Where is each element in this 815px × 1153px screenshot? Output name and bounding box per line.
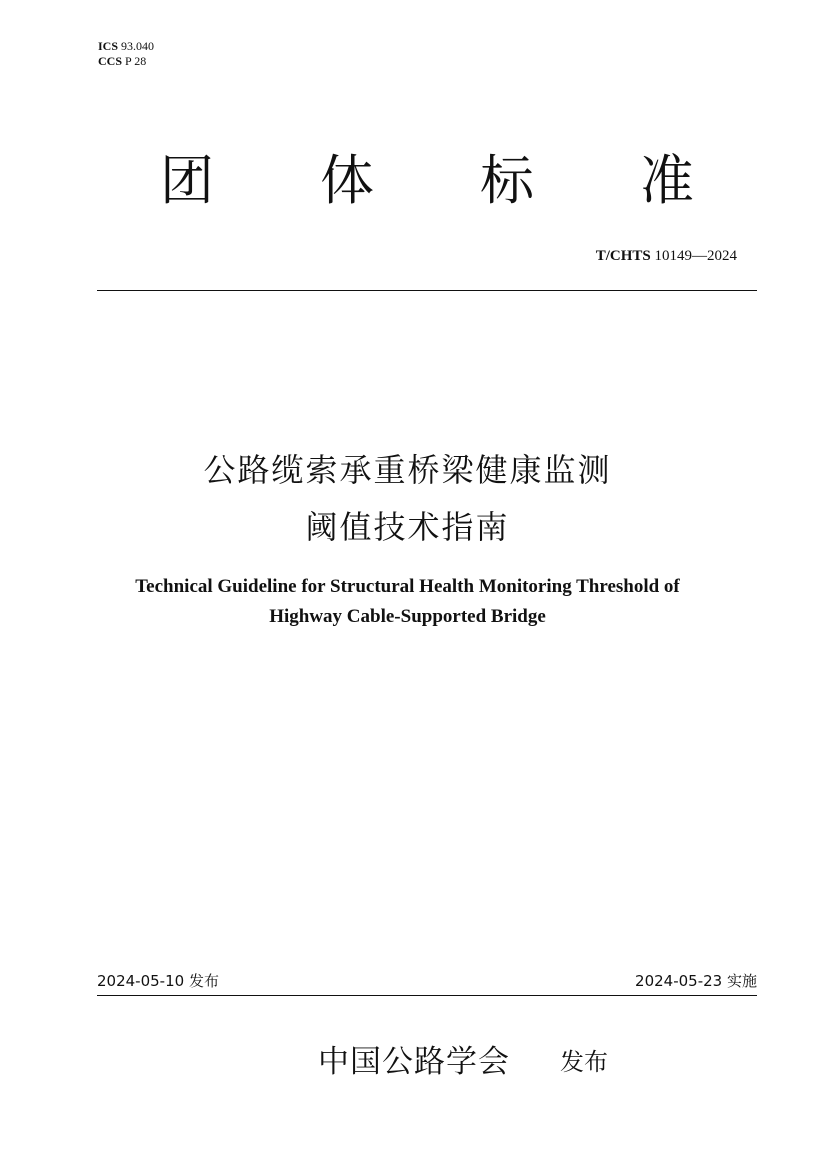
standard-type-banner — [0, 148, 815, 218]
standard-prefix: T/CHTS — [595, 248, 651, 264]
title-en-line1: Technical Guideline for Structural Health Monitoring Threshold of — [135, 576, 680, 597]
banner-char-2: 体 — [320, 149, 374, 212]
title-en-line2: Highway Cable-Supported Bridge — [269, 606, 546, 627]
standard-code: 10149—2024 — [654, 248, 737, 264]
banner-char-3: 标 — [480, 149, 534, 212]
title-cn-line2: 阈值技术指南 — [305, 508, 510, 546]
standard-number — [596, 248, 737, 265]
ics-code: 93.040 — [121, 39, 155, 53]
ccs-code: P 28 — [125, 54, 147, 68]
banner-char-1: 团 — [160, 149, 214, 212]
issue-date: 2024-05-10 发布 — [97, 972, 219, 990]
publisher-suffix: 发布 — [560, 1048, 608, 1076]
implement-date: 2024-05-23 实施 — [635, 972, 757, 990]
classification-codes — [98, 39, 154, 69]
ccs-label: CCS — [98, 54, 123, 68]
ics-line — [98, 39, 154, 54]
publisher-name: 中国公路学会 — [318, 1044, 510, 1080]
footer-divider — [97, 995, 757, 996]
header-divider — [97, 290, 757, 291]
ics-label: ICS — [98, 39, 119, 53]
banner-char-4: 准 — [640, 149, 694, 212]
ccs-line — [98, 54, 154, 69]
title-cn-line1: 公路缆索承重桥梁健康监测 — [203, 451, 612, 489]
